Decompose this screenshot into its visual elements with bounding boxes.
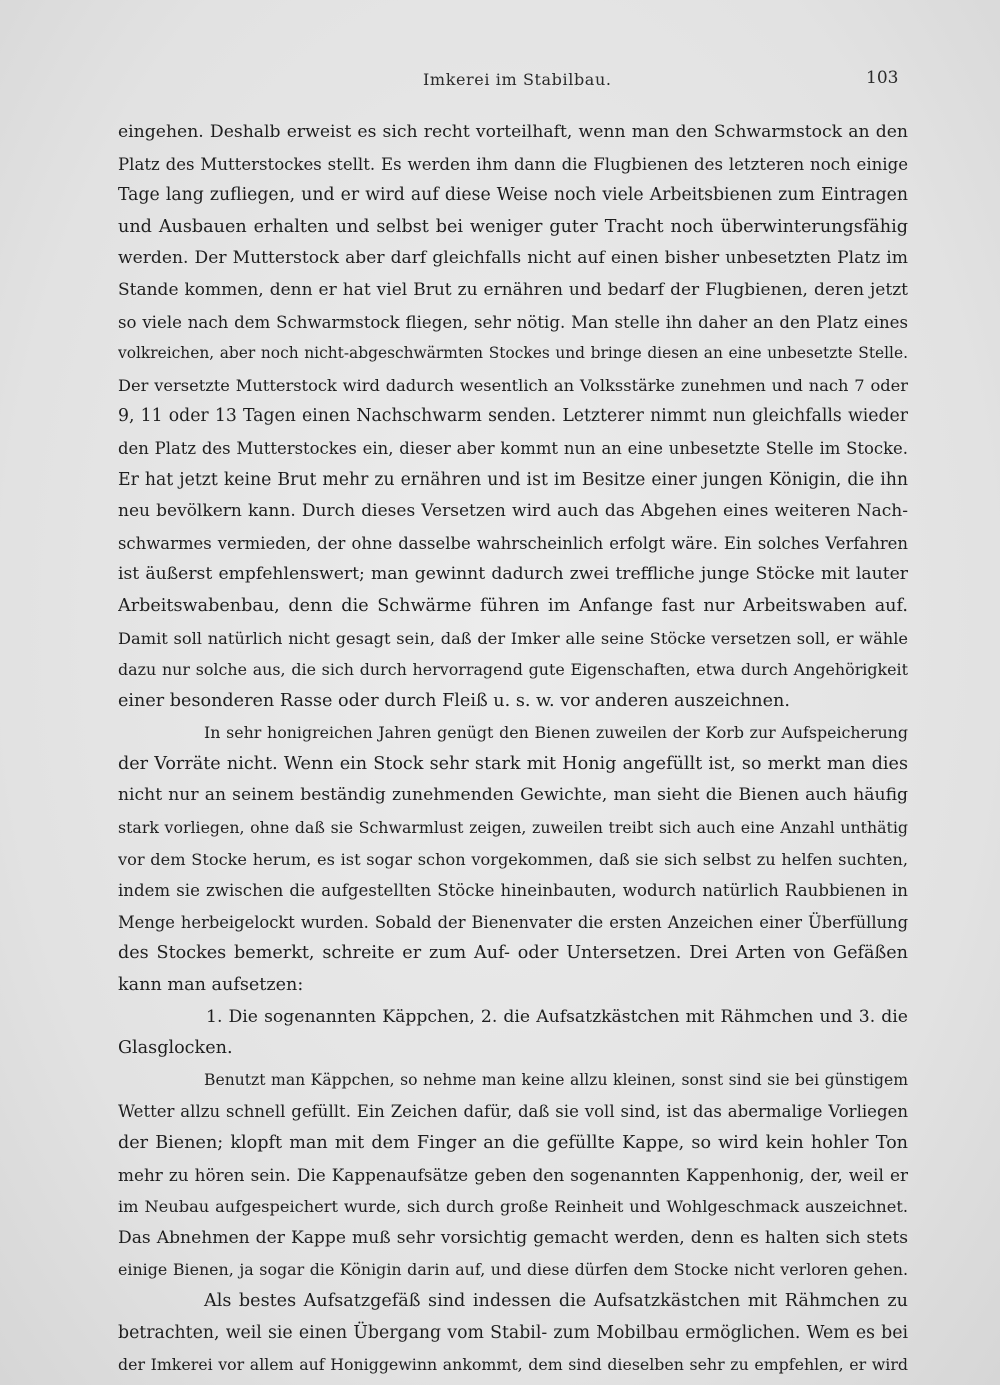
text-line: Damit soll natürlich nicht gesagt sein, daß der Imker alle seine Stöcke versetzen soll, er wähle	[118, 628, 908, 648]
text-line: der Bienen; klopft man mit dem Finger an die gefüllte Kappe, so wird kein hohler Ton	[118, 1133, 908, 1153]
running-head-title: Imkerei im Stabilbau.	[423, 70, 612, 89]
text-line: dazu nur solche aus, die sich durch hervorragend gute Eigenschaften, etwa durch Angehörigkeit	[118, 660, 908, 680]
body-text	[118, 117, 908, 1381]
text-line: Tage lang zufliegen, und er wird auf diese Weise noch viele Arbeitsbienen zum Eintragen	[118, 185, 908, 206]
text-line: den Platz des Mutterstockes ein, dieser aber kommt nun an eine unbesetzte Stelle im Stocke.	[118, 438, 908, 458]
text-line: kann man aufsetzen:	[118, 975, 304, 996]
text-line: der Vorräte nicht. Wenn ein Stock sehr stark mit Honig angefüllt ist, so merkt man dies	[118, 753, 908, 774]
text-line: Als bestes Aufsatzgefäß sind indessen die Aufsatzkästchen mit Rähmchen zu	[204, 1290, 908, 1311]
text-line: nicht nur an seinem beständig zunehmenden Gewichte, man sieht die Bienen auch häufig	[118, 785, 908, 806]
text-line: Benutzt man Käppchen, so nehme man keine allzu kleinen, sonst sind sie bei günstigem	[204, 1070, 908, 1089]
text-line: volkreichen, aber noch nicht-abgeschwärmten Stockes und bringe diesen an eine unbesetzte Stelle.	[118, 344, 908, 363]
text-line: ist äußerst empfehlenswert; man gewinnt dadurch zwei treffliche junge Stöcke mit lauter	[118, 564, 908, 585]
running-head	[0, 70, 1000, 98]
text-line: im Neubau aufgespeichert wurde, sich durch große Reinheit und Wohlgeschmack auszeichnet.	[118, 1197, 908, 1217]
text-line: Glasglocken.	[118, 1038, 233, 1059]
text-line: vor dem Stocke herum, es ist sogar schon vorgekommen, daß sie sich selbst zu helfen suchten,	[118, 849, 908, 869]
text-line: des Stockes bemerkt, schreite er zum Auf- oder Untersetzen. Drei Arten von Gefäßen	[118, 943, 908, 964]
text-line: einer besonderen Rasse oder durch Fleiß u. s. w. vor anderen auszeichnen.	[118, 690, 790, 711]
text-line: Der versetzte Mutterstock wird dadurch wesentlich an Volksstärke zunehmen und nach 7 oder	[118, 375, 908, 395]
text-line: Stande kommen, denn er hat viel Brut zu ernähren und bedarf der Flugbienen, deren jetzt	[118, 279, 908, 300]
page-number: 103	[866, 68, 899, 88]
text-line: so viele nach dem Schwarmstock fliegen, sehr nötig. Man stelle ihn daher an den Platz eines	[118, 312, 908, 332]
text-line: und Ausbauen erhalten und selbst bei weniger guter Tracht noch überwinterungsfähig	[118, 216, 908, 237]
text-line: der Imkerei vor allem auf Honiggewinn ankommt, dem sind dieselben sehr zu empfehlen, er wird	[118, 1355, 908, 1375]
text-line: mehr zu hören sein. Die Kappenaufsätze geben den sogenannten Kappenhonig, der, weil er	[118, 1164, 908, 1185]
text-line: betrachten, weil sie einen Übergang vom Stabil- zum Mobilbau ermöglichen. Wem es bei	[118, 1322, 908, 1343]
text-line: werden. Der Mutterstock aber darf gleichfalls nicht auf einen bisher unbesetzten Platz im	[118, 248, 908, 269]
text-line: Menge herbeigelockt wurden. Sobald der Bienenvater die ersten Anzeichen einer Überfüllung	[118, 912, 908, 932]
text-line: einige Bienen, ja sogar die Königin darin auf, und diese dürfen dem Stocke nicht verloren gehen.	[118, 1260, 908, 1280]
text-line: indem sie zwischen die aufgestellten Stöcke hineinbauten, wodurch natürlich Raubbienen in	[118, 881, 908, 901]
text-line: Er hat jetzt keine Brut mehr zu ernähren und ist im Besitze einer jungen Königin, die ihn	[118, 469, 908, 490]
text-line: 9, 11 oder 13 Tagen einen Nachschwarm senden. Letzterer nimmt nun gleichfalls wieder	[118, 406, 908, 427]
text-line: Platz des Mutterstockes stellt. Es werden ihm dann die Flugbienen des letzteren noch einige	[118, 154, 908, 174]
text-line: schwarmes vermieden, der ohne dasselbe wahrscheinlich erfolgt wäre. Ein solches Verfahren	[118, 533, 908, 553]
text-line: neu bevölkern kann. Durch dieses Versetzen wird auch das Abgehen eines weiteren Nach-	[118, 501, 908, 522]
text-line: Das Abnehmen der Kappe muß sehr vorsichtig gemacht werden, denn es halten sich stets	[118, 1227, 908, 1248]
text-line: Arbeitswabenbau, denn die Schwärme führen im Anfange fast nur Arbeitswaben auf.	[118, 595, 908, 616]
list-item: 1. Die sogenannten Käppchen, 2. die Aufsatzkästchen mit Rähmchen und 3. die	[206, 1006, 908, 1027]
text-line: eingehen. Deshalb erweist es sich recht vorteilhaft, wenn man den Schwarmstock an den	[118, 122, 908, 142]
text-line: In sehr honigreichen Jahren genügt den Bienen zuweilen der Korb zur Aufspeicherung	[204, 723, 908, 743]
text-line: stark vorliegen, ohne daß sie Schwarmlust zeigen, zuweilen treibt sich auch eine Anzahl unthätig	[118, 818, 908, 838]
text-line: Wetter allzu schnell gefüllt. Ein Zeichen dafür, daß sie voll sind, ist das abermalige Vorliegen	[118, 1102, 908, 1122]
